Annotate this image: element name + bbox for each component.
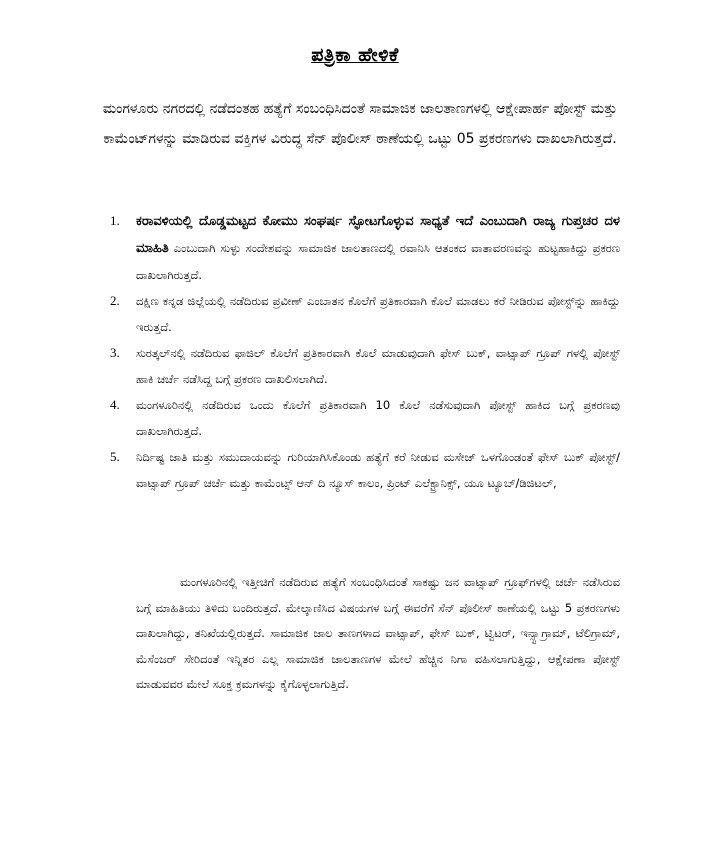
- intro-paragraph: ಮಂಗಳೂರು ನಗರದಲ್ಲಿ ನಡೆದಂತಹ ಹತ್ಯೆಗೆ ಸಂಬಂಧಿಸಿದಂತೆ ಸಾಮಾಜಿಕ ಜಾಲತಾಣಗಳಲ್ಲಿ ಆಕ್ಷೇಪಾರ್ಹ ಪೋಸ್ಟ್ ಮತ್ತು ಕಾಮೆಂಟ್‌ಗಳನ್ನು ಮಾಡಿರುವ ವಕ್ತಿಗಳ ವಿರುದ್ಧ ಸೆನ್ ಪೊಲೀಸ್ ಠಾಣೆಯಲ್ಲಿ ಒಟ್ಟು 05 ಪ್ರಕರಣಗಳು ದಾಖಲಾಗಿರುತ್ತದೆ.: [102, 101, 618, 147]
- case-list: [110, 208, 620, 524]
- list-item: [110, 288, 620, 340]
- list-item-number: 4.: [110, 397, 120, 412]
- list-item-number: 5.: [110, 449, 120, 464]
- closing-paragraph: ಮಂಗಳೂರಿನಲ್ಲಿ ಇತ್ತೀಚಿಗೆ ನಡೆದಿರುವ ಹತ್ಯೆಗೆ ಸಂಬಂಧಿಸಿದಂತೆ ಸಾಕಷ್ಟು ಜನ ವಾಟ್ಸಾಪ್ ಗ್ರೂಫ್‌ಗಳಲ್ಲಿ ಚರ್ಚೆ ನಡೆಸಿರುವ ಬಗ್ಗೆ ಮಾಹಿತಿಯು ತಿಳಿದು ಬಂದಿರುತ್ತದೆ. ಮೇಲ್ಕಾಣಿಸಿದ ವಿಷಯಗಳ ಬಗ್ಗೆ ಈವರೆಗೆ ಸೆನ್ ಪೊಲೀಸ್ ಠಾಣೆಯಲ್ಲಿ ಒಟ್ಟು 5 ಪ್ರಕರಣಗಳು ದಾಖಲಾಗಿದ್ದು, ತನಿಖೆಯಲ್ಲಿರುತ್ತದೆ. ಸಾಮಾಜಿಕ ಜಾಲ ತಾಣಗಳಾದ ವಾಟ್ಸಾಪ್, ಫೇಸ್ ಬುಕ್, ಟ್ವಿಟರ್, ಇನ್ಸ್ಟಾಗ್ರಾಮ್, ಟೆಲಿಗ್ರಾಮ್, ಮೆಸೆಂಜರ್ ಸೇರಿದಂತೆ ಇನ್ನಿತರ ಎಲ್ಲ ಸಾಮಾಜಿಕ ಜಾಲತಾಣಗಳ ಮೇಲೆ ಹೆಚ್ಚಿನ ನಿಗಾ ವಹಿಸಲಾಗುತ್ತಿದ್ದು, ಆಕ್ಷೇಪಣಾ ಪೋಸ್ಟ್ ಮಾಡುವವರ ಮೇಲೆ ಸೂಕ್ತ ಕ್ರಮಗಳನ್ನು ಕೈಗೊಳ್ಳಲಾಗುತ್ತಿದೆ.: [136, 575, 620, 691]
- list-item: [110, 444, 620, 524]
- document-title: ಪತ್ರಿಕಾ ಹೇಳಿಕೆ: [311, 44, 399, 66]
- list-item-number: 1.: [110, 213, 120, 228]
- list-item-number: 2.: [110, 293, 120, 308]
- list-item-bold-text: ಕರಾವಳಿಯಲ್ಲಿ ದೊಡ್ಡಮಟ್ಟದ ಕೋಮು ಸಂಘರ್ಷ ಸ್ಫೋಟಗೊಳ್ಳುವ ಸಾಧ್ಯತೆ ಇದೆ ಎಂಬುದಾಗಿ ರಾಜ್ಯ ಗುಪ್ತಚರ ದಳ ಮಾಹಿತಿ: [136, 214, 620, 256]
- list-item: [110, 392, 620, 444]
- list-item: [110, 340, 620, 392]
- list-item-text: ದಕ್ಷಿಣ ಕನ್ನಡ ಜಿಲ್ಲೆಯಲ್ಲಿ ನಡೆದಿರುವ ಪ್ರವೀಣ್ ಎಂಬಾತನ ಕೊಲೆಗೆ ಪ್ರತಿಕಾರವಾಗಿ ಕೊಲೆ ಮಾಡಲು ಕರೆ ನೀಡಿರುವ ಪೋಸ್ಟ್‌ನ್ನು ಹಾಕಿದ್ದು ಇರುತ್ತದೆ.: [136, 294, 620, 334]
- list-item-number: 3.: [110, 345, 120, 360]
- list-item-text: ಎಂಬುದಾಗಿ ಸುಳ್ಳು ಸಂದೇಶವನ್ನು ಸಾಮಾಜಿಕ ಜಾಲತಾಣದಲ್ಲಿ ರವಾನಿಸಿ ಆತಂಕದ ವಾತಾವರಣವನ್ನು ಹುಟ್ಟಹಾಕಿದ್ದು ಪ್ರಕರಣ ದಾಖಲಾಗಿರುತ್ತದೆ.: [136, 241, 620, 282]
- list-item-text: ಮಂಗಳೂರಿನಲ್ಲಿ ನಡೆದಿರುವ ಒಂದು ಕೊಲೆಗೆ ಪ್ರತಿಕಾರವಾಗಿ 10 ಕೊಲೆ ನಡೆಸುವುದಾಗಿ ಪೋಸ್ಟ್ ಹಾಕಿದ ಬಗ್ಗೆ ಪ್ರಕರಣವು ದಾಖಲಾಗಿರುತ್ತದೆ.: [136, 398, 620, 438]
- list-item: [110, 208, 620, 288]
- list-item-text: ಸುರತ್ಕಲ್‌ನಲ್ಲಿ ನಡೆದಿರುವ ಫಾಜಿಲ್ ಕೊಲೆಗೆ ಪ್ರತಿಕಾರವಾಗಿ ಕೊಲೆ ಮಾಡುವುದಾಗಿ ಫೇಸ್ ಬುಕ್, ವಾಟ್ಸಾಪ್ ಗ್ರೂಪ್ ಗಳಲ್ಲಿ ಪೋಸ್ಟ್ ಹಾಕಿ ಚರ್ಚೆ ನಡೆಸಿದ್ದ ಬಗ್ಗೆ ಪ್ರಕರಣ ದಾಖಲಿಸಲಾಗಿದೆ.: [136, 346, 620, 386]
- list-item-text: ನಿರ್ದಿಷ್ಟ ಜಾತಿ ಮತ್ತು ಸಮುದಾಯವನ್ನು ಗುರಿಯಾಗಿಸಿಕೊಂಡು ಹತ್ಯೆಗೆ ಕರೆ ನೀಡುವ ಮಸೇಜ್ ಒಳಗೊಂಡಂತೆ ಫೇಸ್ ಬುಕ್ ಪೋಸ್ಟ್/ ವಾಟ್ಸಾಪ್ ಗ್ರೂಪ್ ಚರ್ಚೆ ಮತ್ತು ಕಾಮೆಂಟ್ಸ್ ಆನ್ ದಿ ನ್ಯೂಸ್ ಕಾಲಂ, ಪ್ರಿಂಟ್ ಎಲೆಕ್ಟ್ರಾನಿಕ್ಸ್, ಯೂ ಟ್ಯೂಬ್/ಡಿಜಿಟಲ್,: [136, 450, 620, 490]
